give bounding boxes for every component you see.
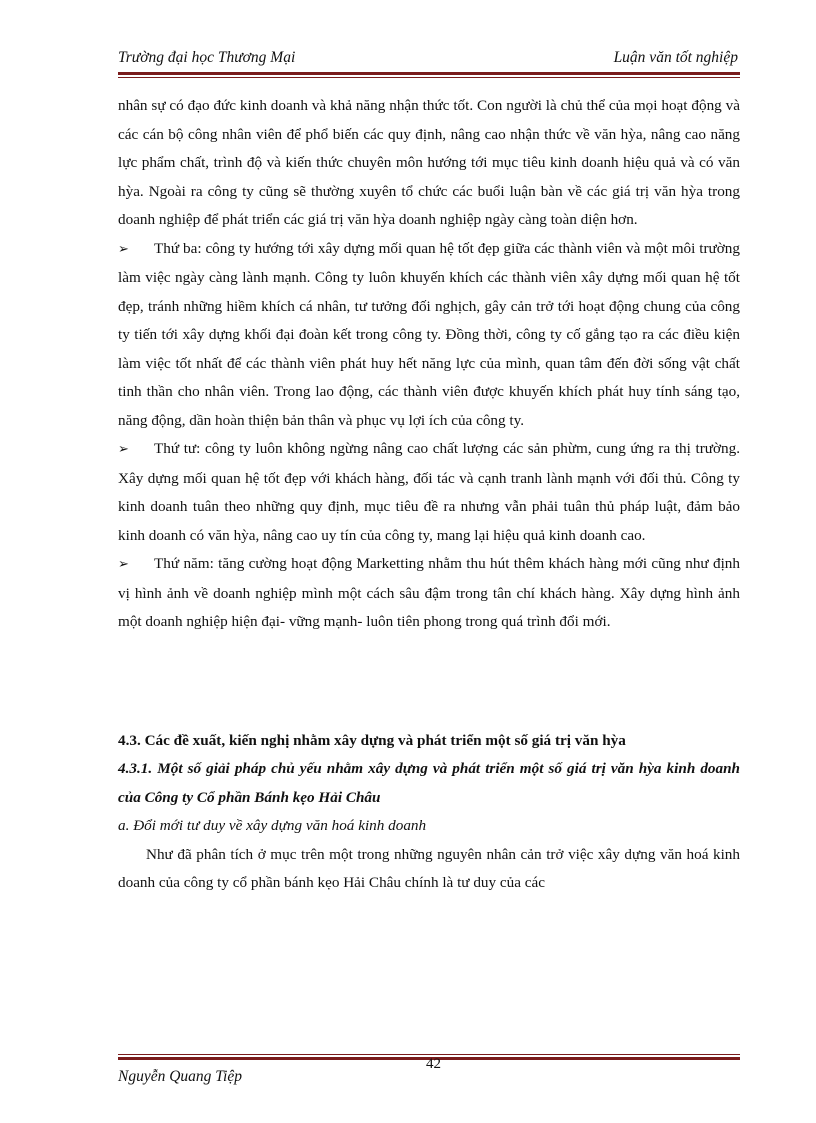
bullet-third [118,235,740,436]
subsection-heading: 4.3.1. Một số giải pháp chủ yếu nhằm xây dựng và phát triển một số giá trị văn hỳa kinh doanh của Công ty Cổ phần Bánh kẹo Hải Châu [118,760,740,806]
bullet-fifth [118,550,740,637]
paragraph-intro: nhân sự có đạo đức kinh doanh và khả năng nhận thức tốt. Con người là chủ thể của mọi hoạt động và các cán bộ công nhân viên để phổ biến các quy định, nâng cao nhận thức về văn hỳa, nâng cao năng lực phẩm chất, trình độ và kiến thức chuyên môn hướng tới mục tiêu kinh doanh hiệu quả và có văn hỳa. Ngoài ra công ty cũng sẽ thường xuyên tổ chức các buổi luận bàn về các giá trị văn hỳa trong doanh nghiệp để phát triển các giá trị văn hỳa doanh nghiệp ngày càng toàn diện hơn. [118,97,740,228]
bullet-fifth-text: Thứ năm: tăng cường hoạt động Marketting nhằm thu hút thêm khách hàng mới cũng như định vị hình ảnh về doanh nghiệp mình một cách sâu đậm trong tân chí khách hàng. Xây dựng hình ảnh một doanh nghiệp hiện đại- vững mạnh- luôn tiên phong trong quá trình đổi mới. [118,555,740,630]
arrow-bullet-icon: ➢ [118,241,129,257]
bullet-fourth [118,435,740,550]
bullet-fourth-text: Thứ tư: công ty luôn không ngừng nâng cao chất lượng các sản phừm, cung ứng ra thị trường. Xây dựng mối quan hệ tốt đẹp với khách hàng, đối tác và cạnh tranh lành mạnh với đối thủ. Công ty kinh doanh tuân theo những quy định, mục tiêu đề ra nhưng vẫn phải tuân thủ pháp luật, đảm bảo kinh doanh có văn hỳa, nâng cao uy tín của công ty, mang lại hiệu quả kinh doanh cao. [118,440,740,544]
page-header [118,47,738,69]
header-university: Trường đại học Thương Mại [118,49,296,66]
header-thesis-label: Luận văn tốt nghiệp [613,49,738,66]
page-number: 42 [426,1056,441,1072]
section-heading: 4.3. Các đề xuất, kiến nghị nhằm xây dựng và phát triển một số giá trị văn hỳa [118,731,626,749]
arrow-bullet-icon: ➢ [118,557,129,572]
paragraph-analysis: Như đã phân tích ở mục trên một trong những nguyên nhân cản trở việc xây dựng văn hoá kinh doanh của công ty cổ phần bánh kẹo Hải Châu chính là tư duy của các [118,845,740,891]
page-body [118,92,740,898]
bullet-third-text: Thứ ba: công ty hướng tới xây dựng mối quan hệ tốt đẹp giữa các thành viên và một môi trường làm việc ngày càng lành mạnh. Công ty luôn khuyến khích các thành viên xây dựng mối quan hệ tốt đẹp, tránh những hiềm khích cá nhân, tư tưởng đối nghịch, gây cản trở tới hoạt động chung của công ty tiến tới xây dựng khối đại đoàn kết trong công ty. Đồng thời, công ty cố gắng tạo ra các điều kiện làm việc tốt nhất để các thành viên phát huy hết năng lực của mình, quan tâm đến đời sống vật chất tinh thần cho nhân viên. Trong lao động, các thành viên được khuyến khích phát huy tính sáng tạo, năng động, dần hoàn thiện bản thân và phục vụ lợi ích của công ty. [118,239,740,429]
subsubsection-heading: a. Đổi mới tư duy về xây dựng văn hoá kinh doanh [118,817,427,834]
spacer [118,637,740,727]
footer-author: Nguyễn Quang Tiệp [118,1068,242,1085]
header-rule [118,72,740,78]
arrow-bullet-icon: ➢ [118,442,129,457]
